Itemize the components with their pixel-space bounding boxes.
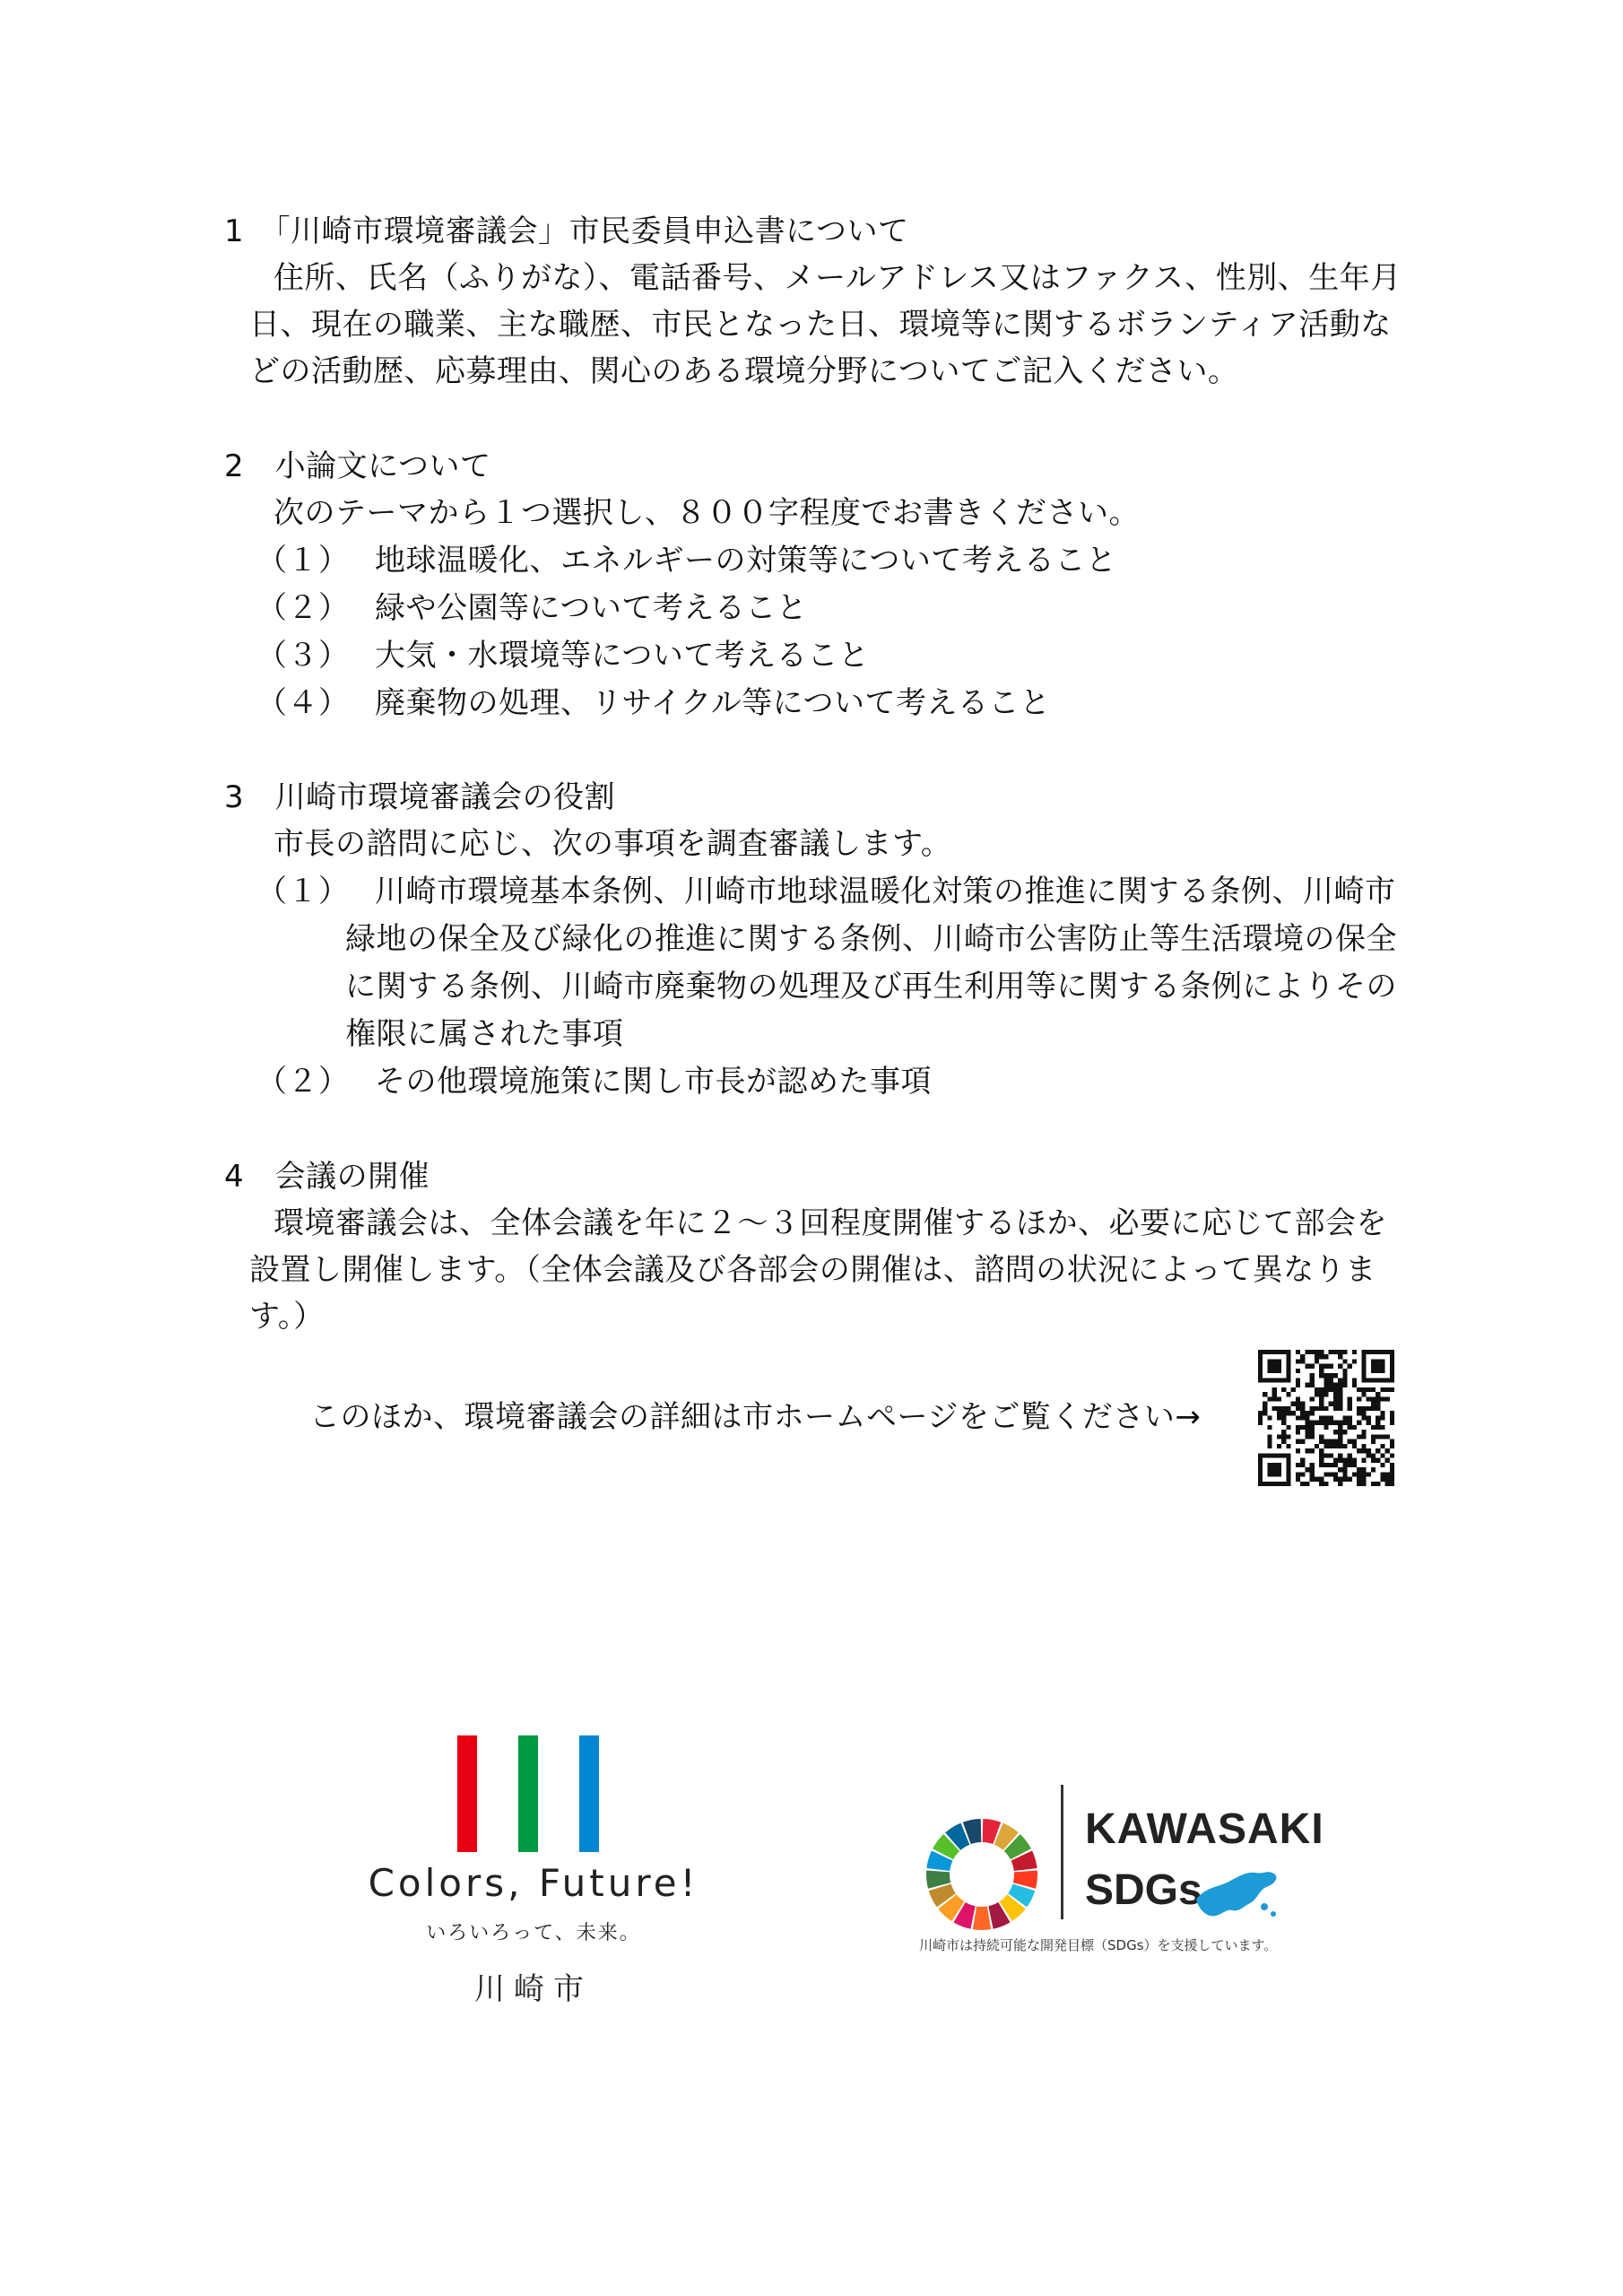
section-2-intro: 次のテーマから１つ選択し、８００字程度でお書きください。 (273, 495, 1140, 531)
kawasaki-sdgs-logo (919, 1785, 1324, 1964)
sdgs-wheel-icon (924, 1816, 1040, 1933)
role-text-line: その他環境施策に関し市長が認めた事項 (375, 1064, 932, 1100)
role-number: （１） (256, 874, 350, 909)
theme-number: （１） (256, 543, 350, 578)
theme-text: 緑や公園等について考えること (375, 590, 808, 626)
city-logo-bar-red (457, 1735, 477, 1852)
city-logo-bar-blue (579, 1735, 599, 1852)
theme-text: 廃棄物の処理、リサイクル等について考えること (375, 685, 1051, 721)
theme-text: 地球温暖化、エネルギーの対策等について考えること (375, 543, 1117, 578)
theme-text: 大気・水環境等について考えること (375, 638, 870, 674)
section-3-heading: 3 川崎市環境審議会の役割 (224, 779, 616, 815)
sdgs-title: KAWASAKI (1085, 1805, 1324, 1853)
city-brand-slogan: Colors, Future! (368, 1861, 699, 1905)
sdgs-caption: 川崎市は持続可能な開発目標（SDGs）を支援しています。 (919, 1937, 1278, 1953)
section-1-body-line: 住所、氏名（ふりがな）、電話番号、メールアドレス又はファクス、性別、生年月 (273, 260, 1402, 296)
role-text-line: 川崎市環境基本条例、川崎市地球温暖化対策の推進に関する条例、川崎市 (375, 874, 1396, 909)
city-logo (350, 1726, 717, 2013)
section-4-body-line: 環境審議会は、全体会議を年に２～３回程度開催するほか、必要に応じて部会を (273, 1205, 1387, 1241)
logo-divider (1061, 1785, 1063, 1919)
section-2-heading: 2 小論文について (224, 448, 491, 484)
section-1-body-line: 日、現在の職業、主な職歴、市民となった日、環境等に関するボランティア活動な (249, 307, 1392, 343)
section-1-body-line: どの活動歴、応募理由、関心のある環境分野についてご記入ください。 (249, 353, 1239, 389)
qr-code-icon[interactable] (1258, 1350, 1394, 1486)
role-text-line: に関する条例、川崎市廃棄物の処理及び再生利用等に関する条例によりその (345, 969, 1397, 1004)
role-text-line: 権限に属された事項 (345, 1016, 624, 1052)
role-number: （２） (256, 1064, 350, 1100)
city-logo-bars (457, 1735, 601, 1852)
kawasaki-map-icon (1193, 1864, 1282, 1926)
city-logo-bar-green (518, 1735, 538, 1852)
theme-number: （２） (256, 590, 350, 626)
city-name: 川崎市 (474, 1971, 593, 2007)
section-1-heading: 1 「川崎市環境審議会」市民委員申込書について (224, 213, 909, 249)
theme-number: （３） (256, 638, 350, 674)
section-4-body-line: す。） (249, 1299, 325, 1335)
section-4-body-line: 設置し開催します。（全体会議及び各部会の開催は、諮問の状況によって異なりま (249, 1252, 1376, 1288)
section-3-intro: 市長の諮問に応じ、次の事項を調査審議します。 (273, 826, 952, 862)
section-4-heading: 4 会議の開催 (224, 1159, 430, 1195)
theme-number: （４） (256, 685, 350, 721)
city-brand-subtitle: いろいろって、未来。 (426, 1922, 641, 1944)
homepage-note: このほか、環境審議会の詳細は市ホームページをご覧ください→ (309, 1399, 1202, 1435)
sdgs-subtitle: SDGs (1085, 1866, 1202, 1914)
sdgs-wheel-segment (973, 1907, 991, 1930)
role-text-line: 緑地の保全及び緑化の推進に関する条例、川崎市公害防止等生活環境の保全 (345, 921, 1397, 957)
